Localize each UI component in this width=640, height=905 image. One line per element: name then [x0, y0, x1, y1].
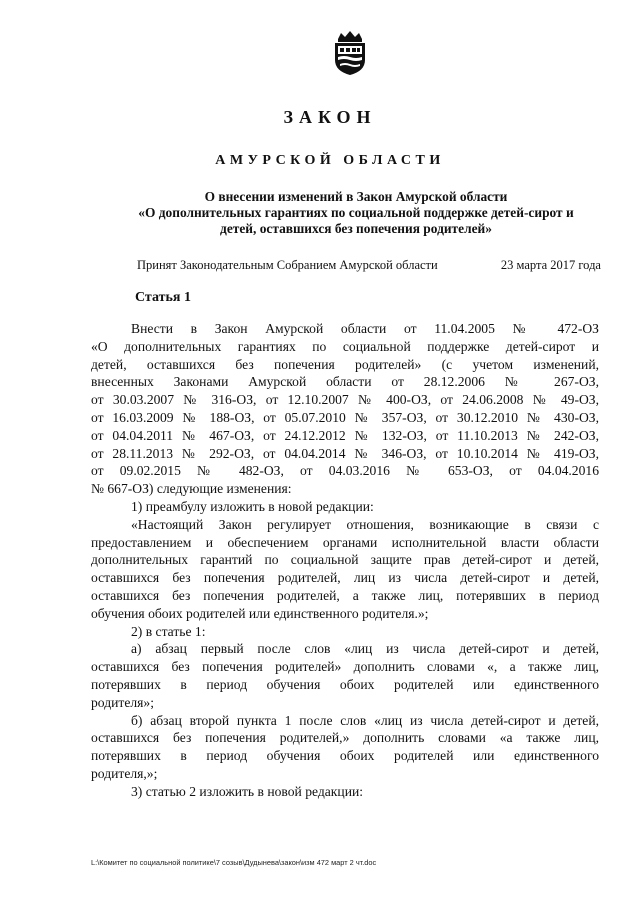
text-line: обучения обоих родителей или единственного родителя.»;: [91, 605, 429, 621]
text-line: предоставлением и обеспечением органами исполнительной власти области: [91, 534, 599, 550]
adoption-line: [137, 258, 601, 273]
adoption-text: Принят Законодательным Собранием Амурской области: [137, 258, 438, 272]
text-line: оставшихся без попечения родителей» дополнить словами «, а также лиц,: [91, 659, 599, 675]
text-line: потерявших в период обучения обоих родителей или единственного: [91, 676, 599, 692]
adoption-date: 23 марта 2017 года: [500, 258, 601, 272]
text-line: б) абзац второй пункта 1 после слов «лиц из числа детей-сирот и детей,: [131, 712, 599, 728]
text-line: 2) в статье 1:: [131, 623, 206, 639]
coat-of-arms-icon: [331, 30, 369, 76]
region-title: АМУРСКОЙ ОБЛАСТИ: [215, 153, 445, 168]
text-line: от 28.11.2013 № 292-ОЗ, от 04.04.2014 № 346-ОЗ, от 10.10.2014 № 419-ОЗ,: [91, 445, 599, 461]
text-line: дополнительных гарантий по социальной защите прав детей-сирот и детей,: [91, 552, 599, 568]
text-line: Внести в Закон Амурской области от 11.04.2005 № 472-ОЗ: [131, 321, 599, 336]
text-line: от 16.03.2009 № 188-ОЗ, от 05.07.2010 № 357-ОЗ, от 30.12.2010 № 430-ОЗ,: [91, 409, 599, 425]
text-line: от 30.03.2007 № 316-ОЗ, от 12.10.2007 № 400-ОЗ, от 24.06.2008 № 49-ОЗ,: [91, 392, 599, 408]
subject-line: О внесении изменений в Закон Амурской области: [204, 189, 508, 204]
text-line: оставшихся без попечения родителей,» дополнить словами «а также лиц,: [91, 730, 599, 746]
text-line: оставшихся без попечения родителей, лиц из числа детей-сирот и детей,: [91, 570, 599, 586]
text-line: потерявших в период обучения обоих родителей или единственного: [91, 748, 599, 764]
text-line: а) абзац первый после слов «лиц из числа детей-сирот и детей,: [131, 641, 599, 657]
document-title: ЗАКОН: [283, 107, 377, 127]
subject-line: детей, оставшихся без попечения родителей»: [220, 221, 492, 236]
text-line: 1) преамбулу изложить в новой редакции:: [131, 498, 374, 514]
text-line: «Настоящий Закон регулирует отношения, возникающие в связи с: [131, 516, 599, 532]
text-line: «О дополнительных гарантиях по социальной поддержке детей-сирот и: [91, 338, 599, 354]
text-line: детей, оставшихся без попечения родителей» (с учетом изменений,: [91, 356, 599, 372]
file-path-footer: L:\Комитет по социальной политике\7 созыв\Дудынева\закон\изм 472 март 2 чт.doc: [91, 858, 377, 867]
subject-line: «О дополнительных гарантиях по социальной поддержке детей-сирот и: [138, 205, 574, 220]
text-line: 3) статью 2 изложить в новой редакции:: [131, 783, 364, 799]
text-line: от 09.02.2015 № 482-ОЗ, от 04.03.2016 № 653-ОЗ, от 04.04.2016: [91, 463, 599, 479]
text-line: внесенных Законами Амурской области от 28.12.2006 № 267-ОЗ,: [91, 374, 599, 390]
article-heading: Статья 1: [135, 290, 191, 305]
text-line: от 04.04.2011 № 467-ОЗ, от 24.12.2012 № 132-ОЗ, от 11.10.2013 № 242-ОЗ,: [91, 427, 599, 443]
text-line: родителя»;: [91, 694, 154, 710]
article-body: [91, 320, 599, 801]
text-line: родителя,»;: [91, 765, 158, 781]
law-subject: [96, 189, 616, 237]
text-line: оставшихся без попечения родителей, а также лиц, потерявших в период: [91, 587, 599, 603]
text-line: № 667-ОЗ) следующие изменения:: [91, 481, 292, 497]
